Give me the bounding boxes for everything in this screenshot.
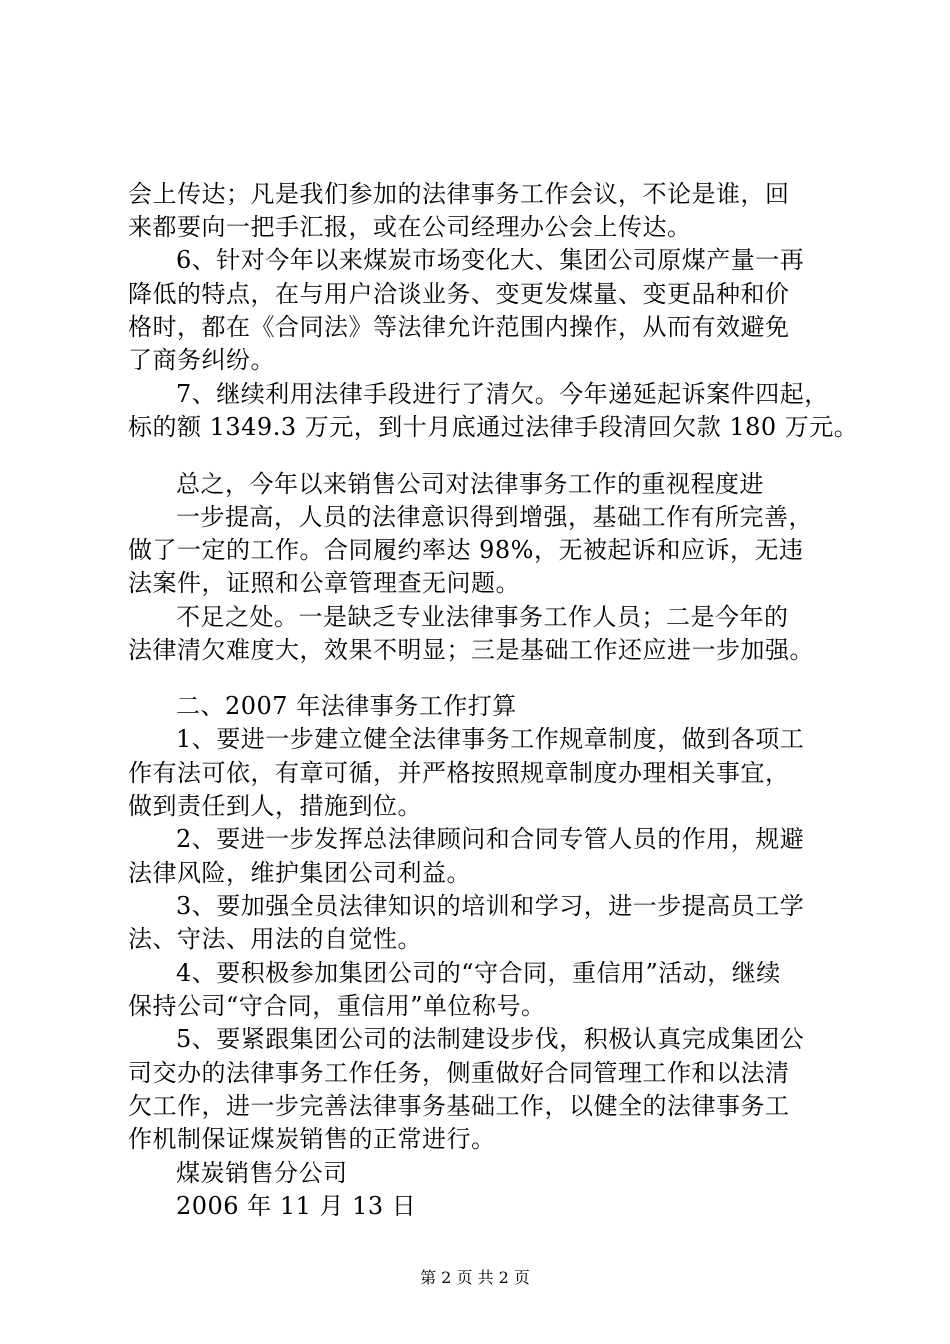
text-line: 不足之处。一是缺乏专业法律事务工作人员；二是今年的 [176, 603, 789, 631]
signature-date: 2006 年 11 月 13 日 [176, 1192, 417, 1220]
text-line: 降低的特点，在与用户洽谈业务、变更发煤量、变更品种和价 [128, 280, 790, 308]
text-line: 法、守法、用法的自觉性。 [128, 925, 422, 953]
text-line: 作有法可依，有章可循，并严格按照规章制度办理相关事宜， [128, 759, 790, 787]
page-number-footer: 第 2 页 共 2 页 [420, 1268, 530, 1287]
text-line: 会上传达；凡是我们参加的法律事务工作会议，不论是谁，回 [128, 180, 790, 208]
text-line: 5、要紧跟集团公司的法制建设步伐，积极认真完成集团公 [176, 1025, 805, 1053]
signature-organization: 煤炭销售分公司 [176, 1159, 348, 1187]
text-line: 法律清欠难度大，效果不明显；三是基础工作还应进一步加强。 [128, 636, 814, 664]
text-line: 做了一定的工作。合同履约率达 98%，无被起诉和应诉，无违 [128, 536, 804, 564]
section-heading: 二、2007 年法律事务工作打算 [176, 692, 517, 720]
text-line: 7、继续利用法律手段进行了清欠。今年递延起诉案件四起， [176, 380, 829, 408]
text-line: 了商务纠纷。 [128, 346, 275, 374]
text-line: 标的额 1349.3 万元，到十月底通过法律手段清回欠款 180 万元。 [128, 413, 859, 441]
text-line: 法律风险，维护集团公司利益。 [128, 859, 471, 887]
text-line: 格时，都在《合同法》等法律允许范围内操作，从而有效避免 [128, 313, 790, 341]
text-line: 法案件，证照和公章管理查无问题。 [128, 569, 520, 597]
text-line: 保持公司“守合同，重信用”单位称号。 [128, 992, 546, 1020]
text-line: 司交办的法律事务工作任务，侧重做好合同管理工作和以法清 [128, 1059, 790, 1087]
text-line: 来都要向一把手汇报，或在公司经理办公会上传达。 [128, 213, 692, 241]
text-line: 做到责任到人，措施到位。 [128, 792, 422, 820]
text-line: 6、针对今年以来煤炭市场变化大、集团公司原煤产量一再 [176, 246, 805, 274]
text-line: 欠工作，进一步完善法律事务基础工作，以健全的法律事务工 [128, 1092, 790, 1120]
text-line: 1、要进一步建立健全法律事务工作规章制度，做到各项工 [176, 725, 805, 753]
text-line: 一步提高，人员的法律意识得到增强，基础工作有所完善， [176, 503, 813, 531]
text-line: 作机制保证煤炭销售的正常进行。 [128, 1125, 496, 1153]
text-line: 总之，今年以来销售公司对法律事务工作的重视程度进 [176, 470, 764, 498]
text-line: 3、要加强全员法律知识的培训和学习，进一步提高员工学 [176, 892, 805, 920]
text-line: 4、要积极参加集团公司的“守合同，重信用”活动，继续 [176, 959, 781, 987]
text-line: 2、要进一步发挥总法律顾问和合同专管人员的作用，规避 [176, 825, 805, 853]
